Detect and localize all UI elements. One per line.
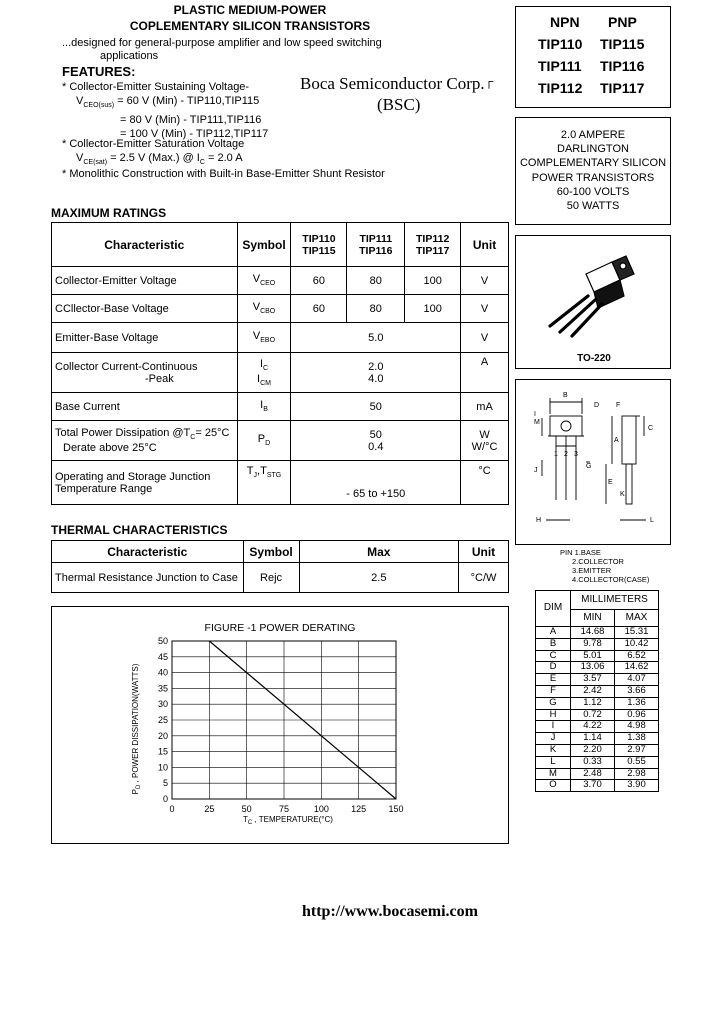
spec-box — [515, 117, 671, 225]
max-ratings-table — [51, 222, 509, 505]
table-row — [52, 323, 509, 353]
dim-cell-max: 15.31 — [615, 627, 659, 639]
dim-cell-min: 3.70 — [571, 780, 615, 792]
doc-title-line1: PLASTIC MEDIUM-POWER — [173, 3, 327, 17]
dim-row — [536, 756, 659, 768]
dim-cell-dim: H — [536, 709, 571, 721]
table-row — [52, 295, 509, 323]
x-tick-label: 75 — [278, 804, 290, 814]
dim-cell-min: 2.42 — [571, 685, 615, 697]
row-symbol: $I_B$ — [237, 393, 291, 421]
dim-row — [536, 697, 659, 709]
dim-row — [536, 662, 659, 674]
chart-xlabel: $T_C$ , TEMPERATURE(°C) — [243, 815, 333, 826]
y-tick-label: 15 — [157, 746, 168, 757]
table-row — [52, 563, 509, 593]
spec-line: 50 WATTS — [566, 200, 620, 213]
dimension-table — [535, 590, 659, 792]
y-tick-label: 0 — [162, 794, 168, 804]
row-value: 60 — [291, 267, 347, 295]
table-row — [52, 461, 509, 505]
dim-cell-min: 13.06 — [571, 662, 615, 674]
pnp-part: TIP115 — [600, 36, 645, 52]
dim-cell-min: 1.12 — [571, 697, 615, 709]
row-value: 100 — [405, 295, 461, 323]
col-tip111-116: TIP111 TIP116 — [347, 223, 405, 267]
row-value: 5.0 — [291, 323, 461, 353]
dim-cell-min: 0.72 — [571, 709, 615, 721]
row-value: 50 0.4 — [291, 421, 461, 461]
dim-cell-min: 5.01 — [571, 650, 615, 662]
x-tick-label: 150 — [388, 804, 404, 814]
npn-label: NPN — [550, 14, 580, 30]
dim-cell-max: 6.52 — [615, 650, 659, 662]
power-derating-chart — [51, 606, 509, 844]
dim-row — [536, 709, 659, 721]
row-symbol: $V_{CBO}$ — [237, 295, 291, 323]
row-value: 60 — [291, 295, 347, 323]
dim-cell-max: 2.97 — [615, 744, 659, 756]
y-tick-label: 10 — [157, 762, 168, 773]
dim-cell-min: 2.48 — [571, 768, 615, 780]
y-tick-label: 50 — [157, 636, 168, 646]
dim-cell-max: 0.96 — [615, 709, 659, 721]
col-symbol: Symbol — [243, 541, 299, 563]
dim-label: E — [608, 479, 613, 486]
pnp-label: PNP — [608, 14, 637, 30]
dim-cell-min: 3.57 — [571, 674, 615, 686]
col-max: Max — [299, 541, 458, 563]
chart-ylabel: $P_D$ , POWER DISSIPATION(WATTS) — [131, 663, 142, 795]
col-characteristic: Characteristic — [52, 223, 238, 267]
table-row — [52, 421, 509, 461]
dim-row — [536, 638, 659, 650]
min-header: MIN — [571, 610, 615, 627]
x-tick-label: 25 — [204, 804, 215, 814]
dim-cell-max: 3.66 — [615, 685, 659, 697]
y-tick-label: 20 — [157, 730, 168, 741]
y-tick-label: 5 — [162, 778, 168, 789]
dim-cell-min: 9.78 — [571, 638, 615, 650]
dim-cell-dim: I — [536, 721, 571, 733]
row-symbol: $T_J,T_{STG}$ — [237, 461, 291, 505]
package-box — [515, 235, 671, 369]
row-unit: °C/W — [459, 563, 509, 593]
dim-label: K — [620, 491, 625, 498]
row-unit: °C — [461, 461, 509, 505]
x-tick-label: 125 — [351, 804, 367, 814]
col-unit: Unit — [461, 223, 509, 267]
dim-cell-min: 1.14 — [571, 733, 615, 745]
dim-label: G — [586, 463, 592, 470]
dim-cell-max: 1.36 — [615, 697, 659, 709]
pin-number-label: 2 — [564, 451, 568, 458]
dim-cell-max: 1.38 — [615, 733, 659, 745]
row-name: Thermal Resistance Junction to Case — [52, 563, 244, 593]
dim-label: M — [534, 419, 540, 426]
dim-cell-max: 0.55 — [615, 756, 659, 768]
dim-row — [536, 650, 659, 662]
dim-cell-dim: A — [536, 627, 571, 639]
pnp-part: TIP117 — [600, 80, 645, 96]
to220-package-icon — [516, 236, 670, 346]
dim-cell-dim: C — [536, 650, 571, 662]
dim-label: F — [616, 402, 621, 409]
website-link[interactable]: http://www.bocasemi.com — [302, 903, 478, 920]
dim-row — [536, 780, 659, 792]
y-tick-label: 30 — [157, 699, 168, 710]
feature-1: * Collector-Emitter Sustaining Voltage- $V_{CEO(sus)} = 60$ V (Min) - TIP110,TIP115 = 80 V (Min) - TIP111,TIP116 = 100 V (Min) - TIP112,TIP117 — [62, 81, 269, 141]
dim-cell-dim: E — [536, 674, 571, 686]
row-name: Collector Current-Continuous -Peak — [52, 353, 238, 393]
dim-cell-max: 2.98 — [615, 768, 659, 780]
row-value: 50 — [291, 393, 461, 421]
dim-cell-min: 4.22 — [571, 721, 615, 733]
dim-row — [536, 733, 659, 745]
doc-title-line2: COPLEMENTARY SILICON TRANSISTORS — [129, 19, 371, 33]
row-value: 80 — [347, 295, 405, 323]
feature-3: * Monolithic Construction with Built-in Base-Emitter Shunt Resistor — [62, 168, 385, 180]
dim-cell-dim: D — [536, 662, 571, 674]
spec-line: POWER TRANSISTORS — [531, 171, 655, 184]
pin-list — [560, 548, 649, 584]
row-name: Operating and Storage Junction Temperature Range — [52, 461, 238, 505]
pin-item: 3.EMITTER — [572, 566, 612, 575]
dim-label: L — [650, 517, 654, 524]
package-outline-drawing — [516, 380, 670, 544]
dim-row — [536, 674, 659, 686]
dim-label: D — [594, 402, 600, 409]
intro-line2: applications — [100, 50, 159, 62]
dim-cell-dim: L — [536, 756, 571, 768]
max-ratings-title: MAXIMUM RATINGS — [51, 206, 167, 220]
dim-label: B — [563, 392, 568, 399]
dim-row — [536, 685, 659, 697]
intro-line1: ...designed for general-purpose amplifier and low speed switching — [62, 37, 382, 49]
row-symbol: $V_{EBO}$ — [237, 323, 291, 353]
row-unit: V — [461, 295, 509, 323]
dim-label: C — [648, 425, 654, 432]
dim-label: H — [536, 517, 542, 524]
row-symbol: $P_D$ — [237, 421, 291, 461]
col-symbol: Symbol — [237, 223, 291, 267]
dim-row — [536, 768, 659, 780]
dim-header: DIM — [536, 591, 571, 627]
dim-cell-max: 3.90 — [615, 780, 659, 792]
row-name: Base Current — [52, 393, 238, 421]
dim-row — [536, 721, 659, 733]
dim-cell-min: 14.68 — [571, 627, 615, 639]
company-short: (BSC) — [377, 95, 421, 114]
row-name: Collector-Emitter Voltage — [52, 267, 238, 295]
row-name: CCllector-Base Voltage — [52, 295, 238, 323]
row-symbol: $V_{CEO}$ — [237, 267, 291, 295]
row-name: Emitter-Base Voltage — [52, 323, 238, 353]
part-number-box — [515, 6, 671, 108]
x-tick-label: 100 — [313, 804, 329, 814]
mm-header: MILLIMETERS — [571, 591, 659, 610]
dim-label: A — [614, 437, 619, 444]
npn-part: TIP112 — [538, 80, 583, 96]
pin-title: PIN 1.BASE — [560, 548, 601, 557]
col-tip112-117: TIP112 TIP117 — [405, 223, 461, 267]
row-name: Total Power Dissipation $@T_C= 25^\circ C$ Derate above 25°C — [52, 421, 238, 461]
row-symbol: Rejc — [243, 563, 299, 593]
dim-cell-dim: F — [536, 685, 571, 697]
pin-number-label: 3 — [574, 451, 578, 458]
dimension-drawing-box — [515, 379, 671, 545]
dim-row — [536, 744, 659, 756]
dim-cell-min: 2.20 — [571, 744, 615, 756]
dim-cell-max: 14.62 — [615, 662, 659, 674]
pin-number-label: 1 — [554, 451, 558, 458]
row-symbol: $I_C$ $I_{CM}$ — [237, 353, 291, 393]
dim-cell-max: 4.98 — [615, 721, 659, 733]
pin-item: 4.COLLECTOR(CASE) — [572, 575, 650, 584]
chart-canvas — [52, 607, 508, 843]
dim-cell-max: 4.07 — [615, 674, 659, 686]
features-heading: FEATURES: — [62, 64, 136, 79]
y-tick-label: 45 — [157, 651, 168, 662]
spec-line: COMPLEMENTARY SILICON — [519, 157, 667, 170]
dim-cell-dim: B — [536, 638, 571, 650]
y-tick-label: 35 — [157, 683, 168, 694]
row-value: - 65 to +150 — [291, 461, 461, 505]
y-tick-label: 40 — [157, 667, 168, 678]
dim-cell-max: 10.42 — [615, 638, 659, 650]
row-value: 2.0 4.0 — [291, 353, 461, 393]
table-row — [52, 393, 509, 421]
dim-cell-min: 0.33 — [571, 756, 615, 768]
pin-item: 2.COLLECTOR — [572, 557, 624, 566]
table-row — [52, 353, 509, 393]
x-tick-label: 0 — [169, 804, 175, 814]
row-value: 80 — [347, 267, 405, 295]
col-unit: Unit — [459, 541, 509, 563]
dim-row — [536, 627, 659, 639]
x-tick-label: 50 — [241, 804, 252, 814]
row-unit: mA — [461, 393, 509, 421]
thermal-table — [51, 540, 509, 593]
dim-cell-dim: K — [536, 744, 571, 756]
dim-cell-dim: O — [536, 780, 571, 792]
dim-label: I — [534, 411, 536, 418]
spec-line: 2.0 AMPERE — [560, 129, 626, 141]
row-unit: W W/°C — [461, 421, 509, 461]
company-name: Boca Semiconductor Corp.┌ — [300, 74, 494, 93]
row-unit: V — [461, 267, 509, 295]
dim-cell-dim: M — [536, 768, 571, 780]
thermal-title: THERMAL CHARACTERISTICS — [51, 523, 228, 537]
row-unit: A — [461, 353, 509, 393]
dim-cell-dim: G — [536, 697, 571, 709]
spec-line: 60-100 VOLTS — [556, 185, 630, 198]
chart-title: FIGURE -1 POWER DERATING — [204, 622, 356, 634]
col-tip110-115: TIP110 TIP115 — [291, 223, 347, 267]
pnp-part: TIP116 — [600, 58, 645, 74]
dim-label: J — [534, 467, 538, 474]
row-value: 2.5 — [299, 563, 458, 593]
max-header: MAX — [615, 610, 659, 627]
npn-part: TIP111 — [538, 58, 582, 74]
table-row — [52, 267, 509, 295]
row-value: 100 — [405, 267, 461, 295]
row-unit: V — [461, 323, 509, 353]
y-tick-label: 25 — [157, 715, 168, 725]
package-name: TO-220 — [577, 353, 611, 364]
feature-2: * Collector-Emitter Saturation Voltage $V_{CE(sat)} = 2.5$ V (Max.) @ $I_C = 2.0$ A — [62, 138, 245, 167]
col-characteristic: Characteristic — [52, 541, 244, 563]
dim-cell-dim: J — [536, 733, 571, 745]
spec-line: DARLINGTON — [557, 143, 629, 156]
npn-part: TIP110 — [538, 36, 583, 52]
